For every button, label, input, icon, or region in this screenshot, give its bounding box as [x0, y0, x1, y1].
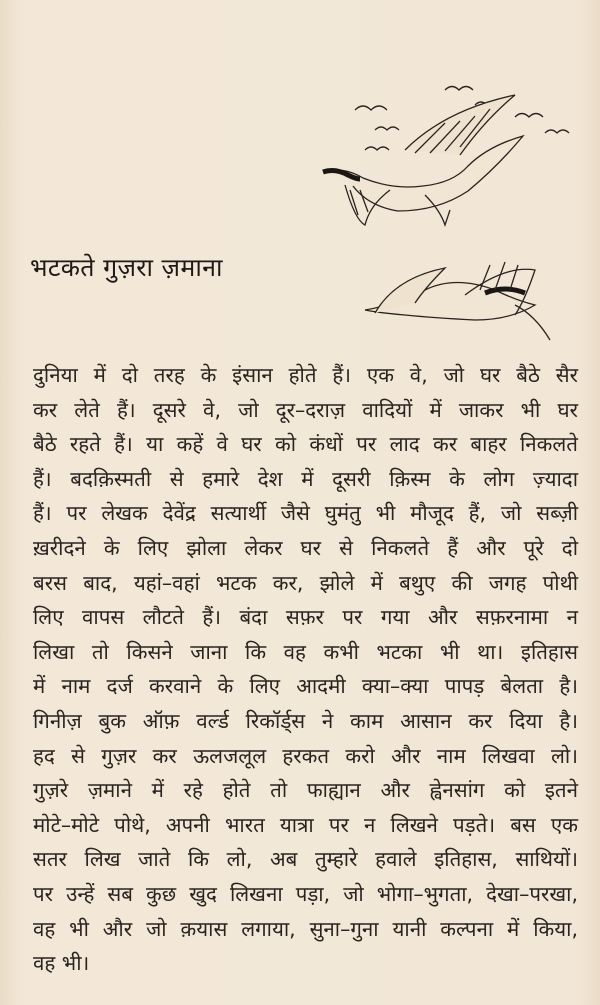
text-line: सतर लिख जाते कि लो, अब तुम्हारे हवाले इतिहास, साथियों। [33, 847, 578, 872]
small-bird-icon [365, 147, 389, 150]
text-line: मोटे–मोटे पोथे, अपनी भारत यात्रा पर न लिखने पड़ते। बस एक [33, 812, 578, 837]
small-bird-icon [355, 106, 387, 110]
text-line: वह भी और जो क़यास लगाया, सुना–गुना यानी कल्पना में किया, [33, 916, 578, 941]
text-line: लिखा तो किसने जाना कि वह कभी भटका भी था। इतिहास [33, 639, 578, 664]
goose-lower [365, 262, 550, 340]
text-line: में नाम दर्ज करवाने के लिए आदमी क्या–क्या पापड़ बेलता है। [33, 674, 578, 699]
text-line: दुनिया में दो तरह के इंसान होते हैं। एक वे, जो घर बैठे सैर [33, 363, 578, 387]
text-line: वह भी। [33, 951, 90, 976]
text-line: बरस बाद, यहां–वहां भटक कर, झोले में बथुए की जगह पोथी [33, 570, 578, 595]
text-line: ख़रीदने के लिए झोला लेकर घर से निकलते हैं और पूरे दो [33, 535, 578, 560]
text-line: गुज़रे ज़माने में रहे होते तो फाह्यान और ह्वेनसांग को इतने [33, 778, 578, 803]
chapter-title: भटकते गुज़रा ज़माना [30, 253, 223, 282]
text-line: पर उन्हें सब कुछ खुद लिखना पड़ा, जो भोगा–भुगता, देखा–परखा, [33, 881, 578, 906]
body-paragraph [33, 358, 578, 981]
text-line: हद से गुज़र कर ऊलजलूल हरकत करो और नाम लिखवा लो। [33, 743, 578, 768]
text-line: हैं। बदक़िस्मती से हमारे देश में दूसरी क़िस्म के लोग ज़्यादा [33, 466, 578, 491]
text-line: बैठे रहते हैं। या कहें वे घर को कंधों पर लाद कर बाहर निकलते [33, 432, 578, 457]
text-line: कर लेते हैं। दूसरे वे, जो दूर–दराज़ वादियों में जाकर भी घर [33, 397, 578, 422]
text-line: लिए वापस लौटते हैं। बंदा सफ़र पर गया और सफ़रनामा न [33, 605, 578, 630]
text-line: गिनीज़ बुक ऑफ़ वर्ल्ड रिकॉर्ड्स ने काम आसान कर दिया है। [33, 708, 578, 733]
text-line: हैं। पर लेखक देवेंद्र सत्यार्थी जैसे घुमंतु भी मौजूद हैं, जो सब्ज़ी [33, 501, 578, 526]
flying-geese-illustration [315, 75, 585, 350]
small-bird-icon [375, 127, 399, 130]
goose-upper [323, 95, 523, 225]
small-bird-icon [545, 130, 569, 133]
small-bird-icon [515, 114, 543, 118]
small-bird-icon [445, 87, 473, 91]
